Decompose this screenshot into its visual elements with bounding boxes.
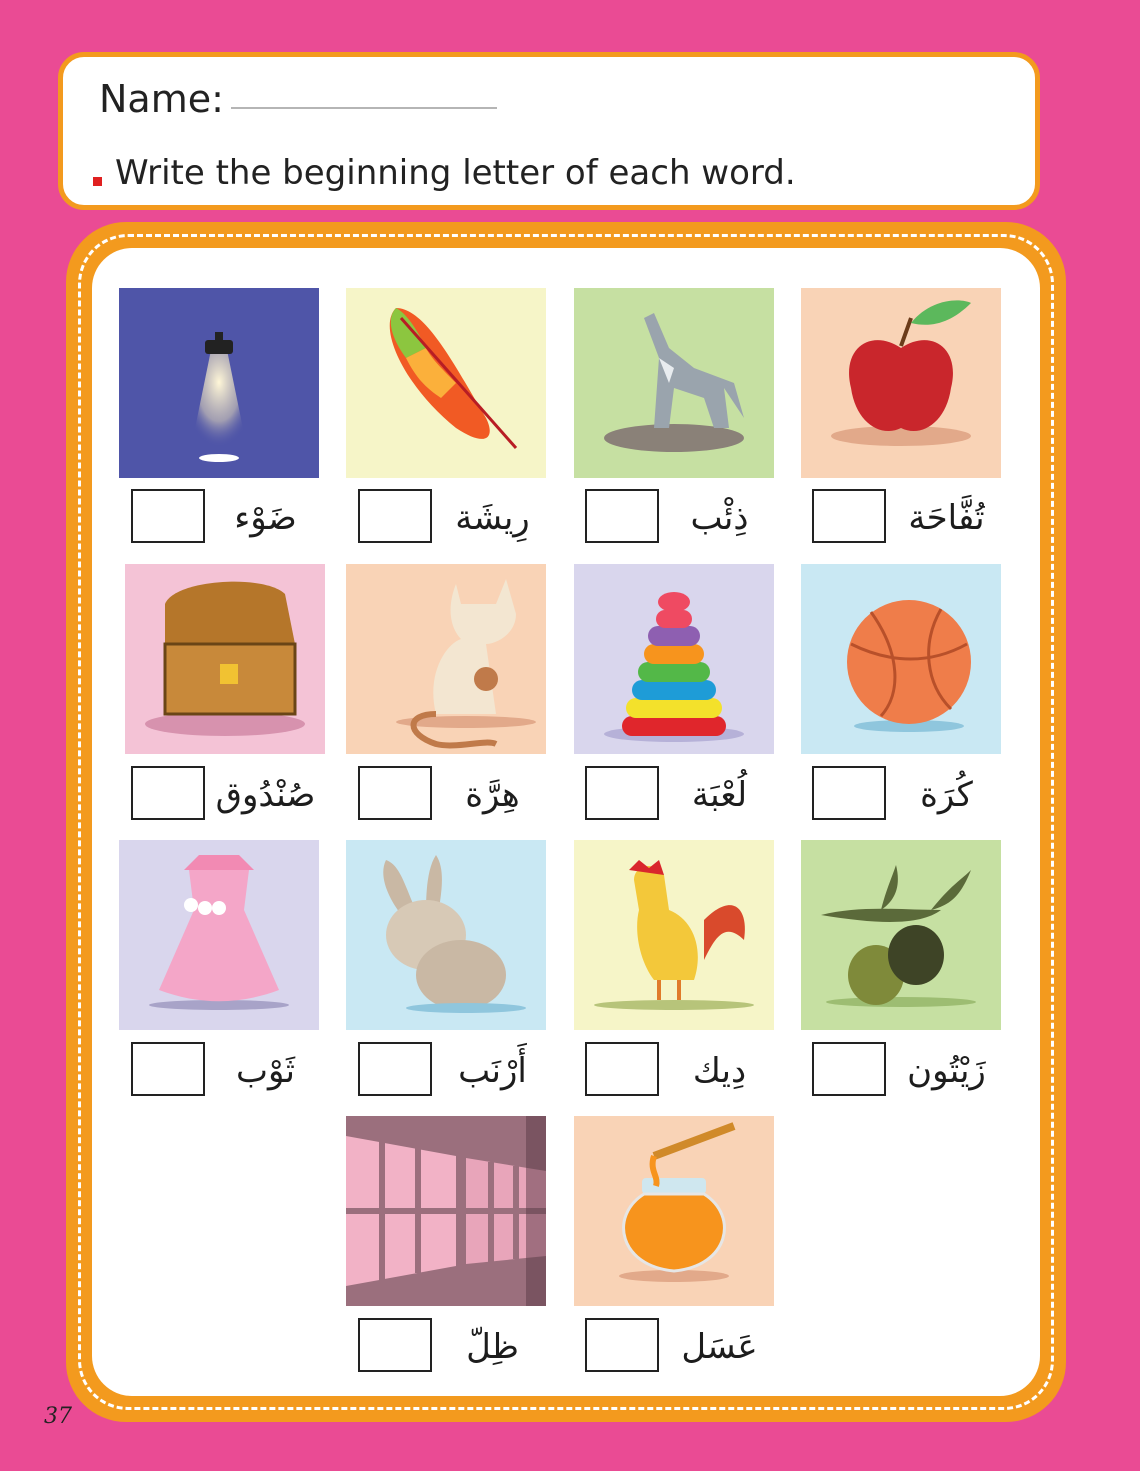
answer-box[interactable] [812, 766, 886, 820]
word-label: هِرَّة [465, 775, 520, 815]
answer-box[interactable] [812, 1042, 886, 1096]
answer-box[interactable] [131, 766, 205, 820]
picture-wolf [574, 288, 774, 478]
picture-feather [346, 288, 546, 478]
word-label: صُنْدُوق [215, 775, 316, 815]
answer-box[interactable] [585, 1042, 659, 1096]
answer-box[interactable] [358, 489, 432, 543]
answer-box[interactable] [812, 489, 886, 543]
picture-apple [801, 288, 1001, 478]
word-label: عَسَل [681, 1327, 758, 1367]
picture-cat [346, 564, 546, 754]
answer-box[interactable] [131, 1042, 205, 1096]
picture-olives [801, 840, 1001, 1030]
answer-box[interactable] [585, 1318, 659, 1372]
word-label: أَرْنَب [458, 1051, 527, 1091]
answer-box[interactable] [358, 766, 432, 820]
word-label: ضَوْء [234, 498, 297, 538]
page-number: 37 [44, 1404, 72, 1429]
word-label: لُعْبَة [691, 775, 748, 815]
word-label: ذِئْب [690, 498, 749, 538]
bullet-icon [93, 177, 102, 186]
picture-ball [801, 564, 1001, 754]
picture-stacking-rings-toy [574, 564, 774, 754]
answer-box[interactable] [131, 489, 205, 543]
picture-dress [119, 840, 319, 1030]
word-label: ظِلّ [466, 1327, 519, 1367]
word-label: ثَوْب [235, 1051, 296, 1091]
answer-box[interactable] [585, 489, 659, 543]
answer-box[interactable] [358, 1318, 432, 1372]
picture-treasure-chest [125, 564, 325, 754]
picture-rabbit [346, 840, 546, 1030]
word-label: دِيك [692, 1051, 747, 1091]
word-label: رِيشَة [455, 498, 530, 538]
word-label: زَيْتُون [907, 1051, 986, 1091]
answer-box[interactable] [358, 1042, 432, 1096]
header-box [58, 52, 1040, 210]
picture-spotlight-lamp [119, 288, 319, 478]
word-label: تُفَّاحَة [908, 498, 985, 538]
name-write-line[interactable] [231, 107, 497, 109]
picture-rooster [574, 840, 774, 1030]
instruction-text: Write the beginning letter of each word. [115, 153, 796, 193]
picture-honey-jar [574, 1116, 774, 1306]
name-label: Name: [99, 77, 224, 121]
word-label: كُرَة [920, 775, 973, 815]
picture-window-shadow [346, 1116, 546, 1306]
answer-box[interactable] [585, 766, 659, 820]
